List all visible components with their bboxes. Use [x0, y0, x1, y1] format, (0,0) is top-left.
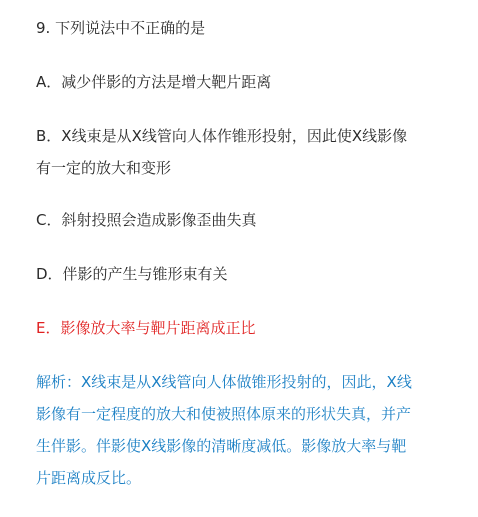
analysis-line-3: 生伴影。伴影使X线影像的清晰度减低。影像放大率与靶 — [36, 437, 407, 455]
analysis-line-4: 片距离成反比。 — [36, 469, 142, 487]
option-d: D．伴影的产生与锥形束有关 — [36, 265, 228, 283]
analysis-line-2: 影像有一定程度的放大和使被照体原来的形状失真，并产 — [36, 405, 412, 423]
option-b-line-2: 有一定的放大和变形 — [36, 159, 172, 177]
option-a: A．减少伴影的方法是增大靶片距离 — [36, 73, 272, 91]
option-c: C．斜射投照会造成影像歪曲失真 — [36, 211, 257, 229]
correct-answer-option: E．影像放大率与靶片距离成正比 — [36, 319, 256, 337]
question-stem: 9. 下列说法中不正确的是 — [36, 19, 206, 37]
analysis-line-1: 解析：X线束是从X线管向人体做锥形投射的，因此，X线 — [36, 373, 412, 391]
option-b-line-1: B．X线束是从X线管向人体作锥形投射，因此使X线影像 — [36, 127, 408, 145]
